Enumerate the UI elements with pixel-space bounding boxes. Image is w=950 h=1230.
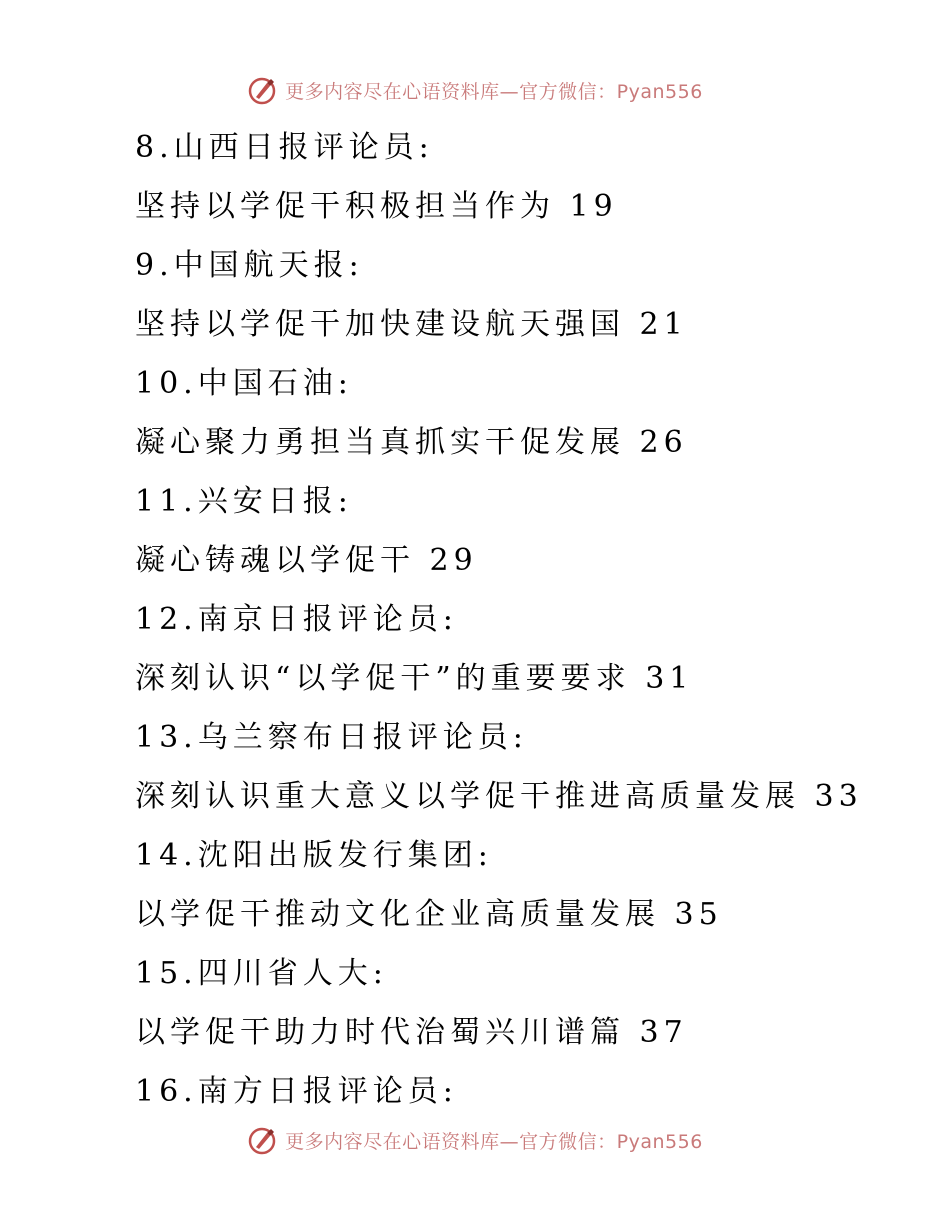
- toc-entry: 深刻认识重大意义以学促干推进高质量发展 33: [135, 779, 863, 814]
- toc-entry: 以学促干推动文化企业高质量发展 35: [135, 897, 723, 932]
- toc-entry: 深刻认识“以学促干”的重要要求 31: [135, 661, 694, 696]
- pen-circle-logo-icon: [247, 1125, 277, 1155]
- toc-entry: 8.山西日报评论员:: [135, 130, 434, 165]
- toc-entry: 15.四川省人大:: [135, 956, 388, 991]
- watermark-text: 更多内容尽在心语资料库—官方微信：Pyan556: [285, 80, 703, 103]
- header-watermark: [0, 70, 950, 110]
- toc-entry: 以学促干助力时代治蜀兴川谱篇 37: [135, 1015, 688, 1050]
- toc-entry: 凝心铸魂以学促干 29: [135, 543, 478, 578]
- toc-entry: 凝心聚力勇担当真抓实干促发展 26: [135, 425, 688, 460]
- toc-entry: 坚持以学促干加快建设航天强国 21: [135, 307, 688, 342]
- toc-entry: 11.兴安日报:: [135, 484, 353, 519]
- toc-entry: 16.南方日报评论员:: [135, 1074, 458, 1109]
- footer-watermark: [0, 1120, 950, 1160]
- toc-entry: 14.沈阳出版发行集团:: [135, 838, 493, 873]
- table-of-contents: [135, 124, 925, 1127]
- toc-entry: 10.中国石油:: [135, 366, 353, 401]
- watermark-text: 更多内容尽在心语资料库—官方微信：Pyan556: [285, 1130, 703, 1153]
- toc-entry: 9.中国航天报:: [135, 248, 364, 283]
- pen-circle-logo-icon: [247, 75, 277, 105]
- toc-entry: 13.乌兰察布日报评论员:: [135, 720, 528, 755]
- toc-entry: 12.南京日报评论员:: [135, 602, 458, 637]
- toc-entry: 坚持以学促干积极担当作为 19: [135, 189, 618, 224]
